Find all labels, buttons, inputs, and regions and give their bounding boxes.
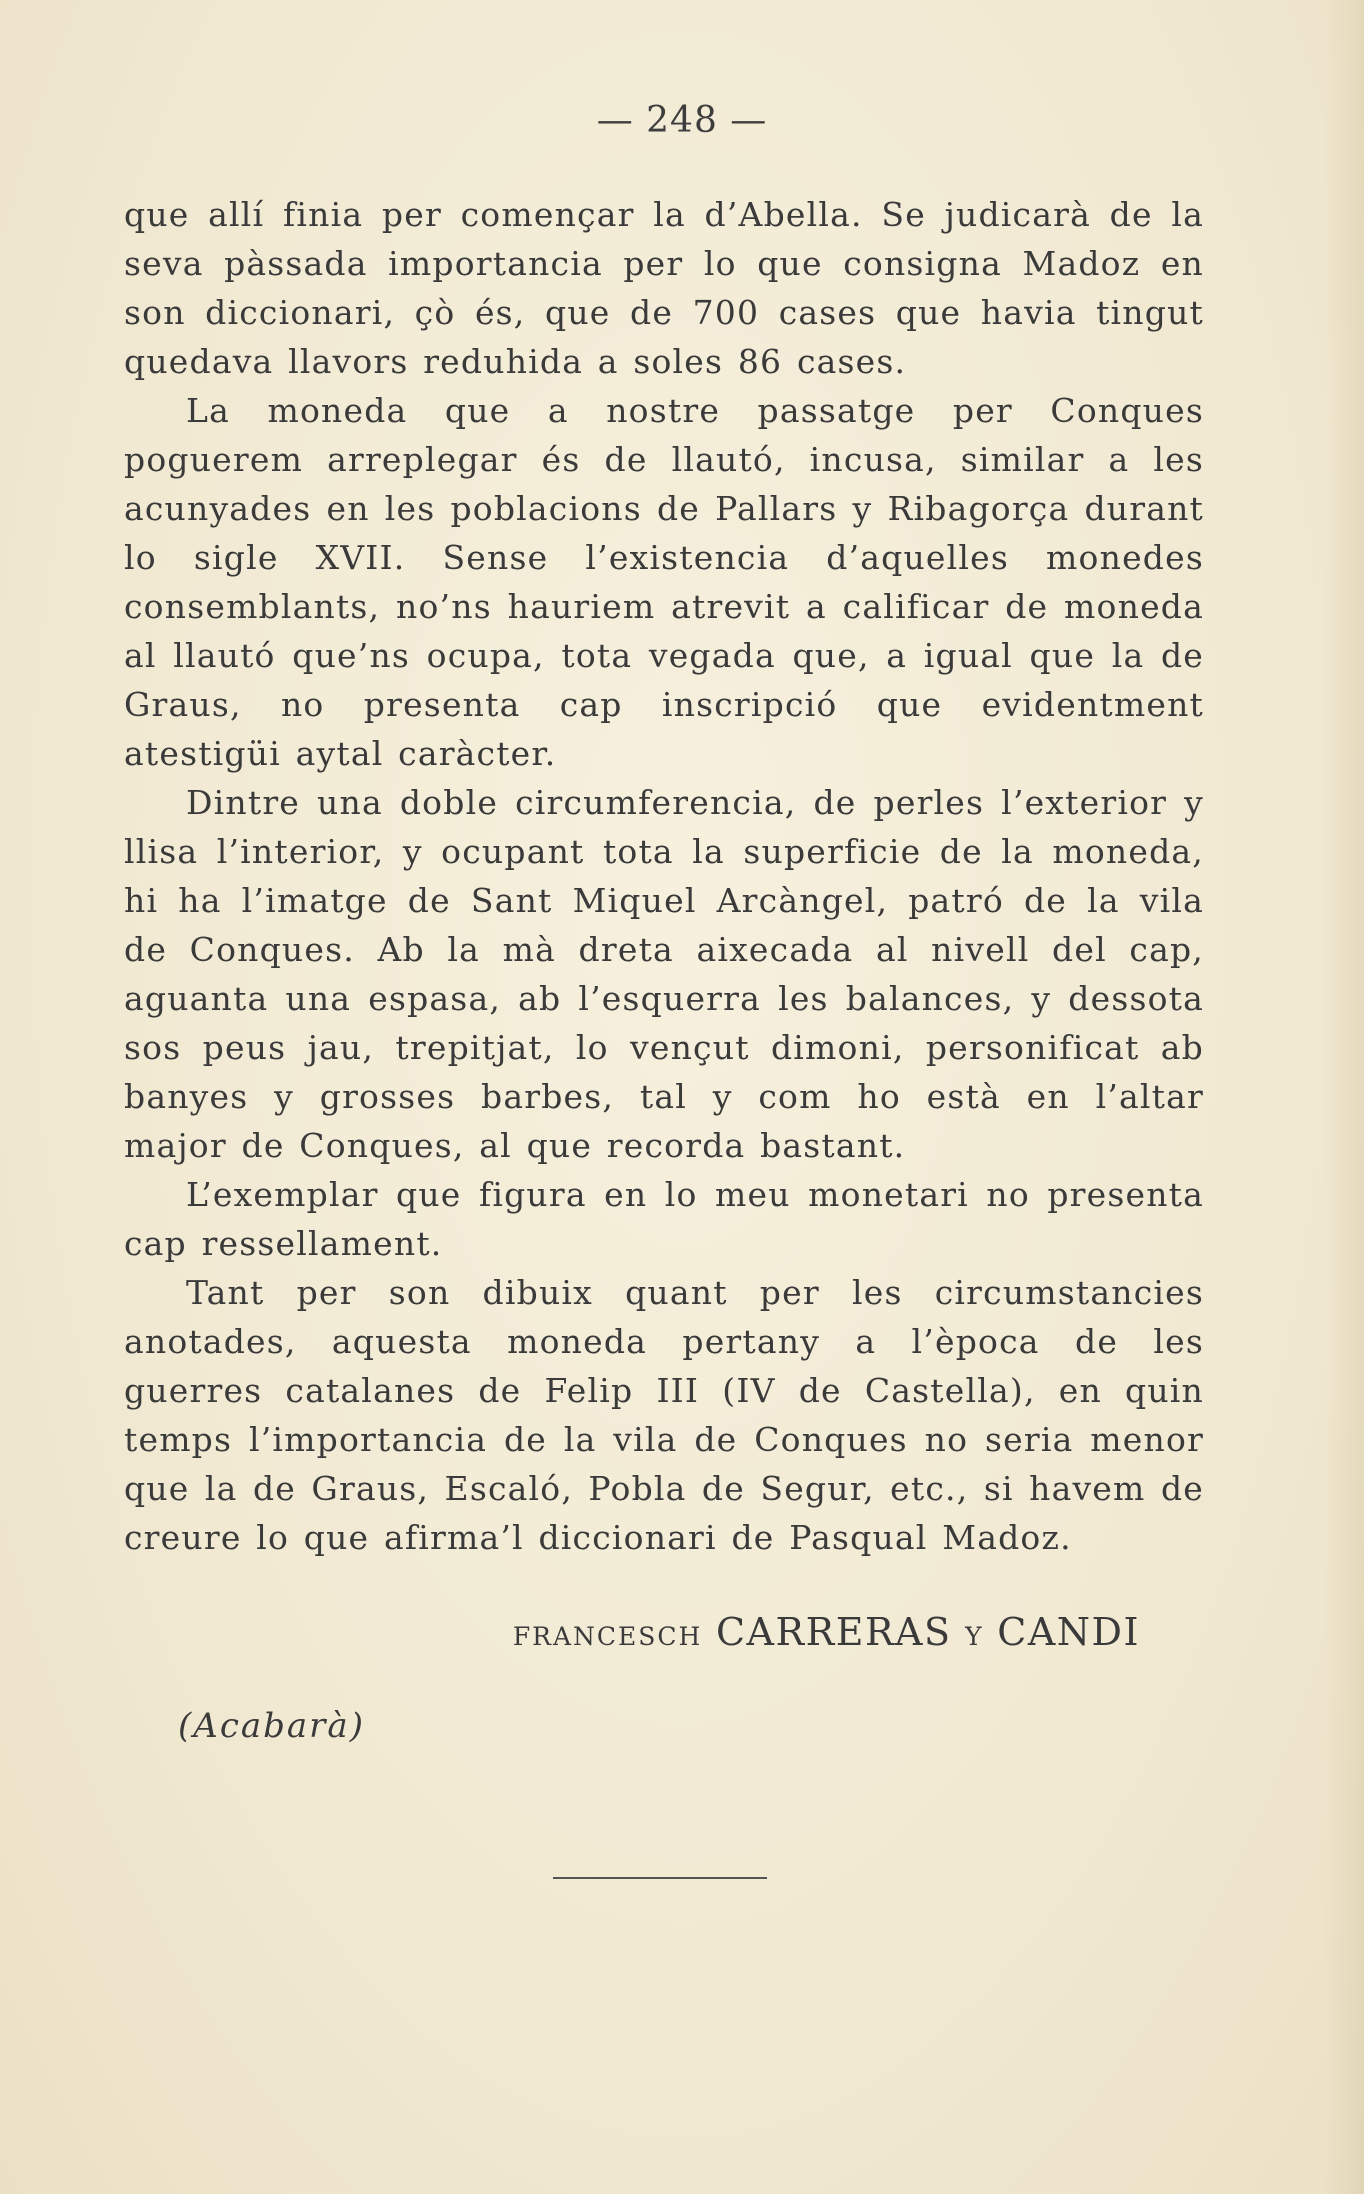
paragraph-2: La moneda que a nostre passatge per Conques poguerem arreplegar és de llautó, incusa, similar a les acunyades en les poblacions de Pallars y Ribagorça durant lo sigle XVII. Sense l’existencia d’aquelles monedes consemblants, no’ns hauriem atrevit a calificar de moneda al llautó que’ns ocupa, tota vegada que, a igual que la de Graus, no presenta cap inscripció que evidentment atestigüi aytal caràcter. xyxy=(124,391,1204,773)
paragraph-1: que allí finia per començar la d’Abella. Se judicarà de la seva pàssada importancia per lo que consigna Madoz en son diccionari, çò és, que de 700 cases que havia tingut quedava llavors reduhida a soles 86 cases. xyxy=(124,195,1204,381)
author-first-name: FRANCESCH xyxy=(512,1622,703,1651)
author-surname-2: CANDI xyxy=(997,1610,1140,1654)
page-edge-shadow xyxy=(1324,0,1364,2194)
author-conjunction: Y xyxy=(965,1622,984,1651)
paragraph-4: L’exemplar que figura en lo meu monetari no presenta cap ressellament. xyxy=(124,1175,1204,1263)
page-number: — 248 — xyxy=(596,100,768,141)
paragraph-5: Tant per son dibuix quant per les circumstancies anotades, aquesta moneda pertany a l’època de les guerres catalanes de Felip III (IV de Castella), en quin temps l’importancia de la vila de Conques no seria menor que la de Graus, Escaló, Pobla de Segur, etc., si havem de creure lo que afirma’l diccionari de Pasqual Madoz. xyxy=(124,1273,1204,1557)
paragraph-3: Dintre una doble circumferencia, de perles l’exterior y llisa l’interior, y ocupant tota la superficie de la moneda, hi ha l’imatge de Sant Miquel Arcàngel, patró de la vila de Conques. Ab la mà dreta aixecada al nivell del cap, aguanta una espasa, ab l’esquerra les balances, y dessota sos peus jau, trepitjat, lo vençut dimoni, personificat ab banyes y grosses barbes, tal y com ho està en l’altar major de Conques, al que recorda bastant. xyxy=(124,783,1204,1165)
to-be-continued-note: (Acabarà) xyxy=(178,1706,365,1746)
author-signature xyxy=(0,1610,1140,1654)
article-body xyxy=(124,190,1204,1562)
author-surname-1: CARRERAS xyxy=(715,1610,952,1654)
section-divider xyxy=(553,1877,767,1879)
